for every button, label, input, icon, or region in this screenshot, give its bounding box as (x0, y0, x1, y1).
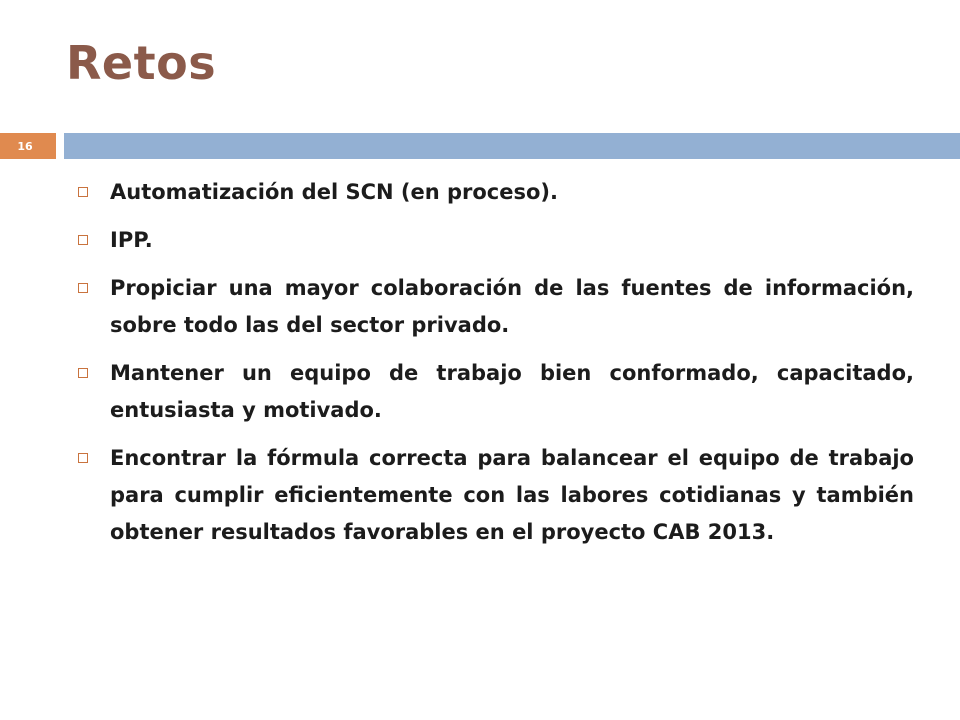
hollow-square-bullet-icon (78, 368, 88, 378)
hollow-square-bullet-icon (78, 453, 88, 463)
hollow-square-bullet-icon (78, 283, 88, 293)
bullet-list (74, 174, 914, 562)
bullet-item (74, 355, 914, 429)
header-bar (64, 133, 960, 159)
bullet-item (74, 270, 914, 344)
page-number: 16 (17, 139, 33, 153)
bullet-item (74, 440, 914, 551)
bullet-item (74, 222, 914, 259)
slide-title: Retos (66, 36, 217, 90)
bullet-text: Encontrar la fórmula correcta para balancear el equipo de trabajo para cumplir eficientemente con las labores cotidianas y también obtener resultados favorables en el proyecto CAB 2013. (110, 446, 914, 544)
bullet-text: Automatización del SCN (en proceso). (110, 180, 559, 204)
bullet-text: Mantener un equipo de trabajo bien conformado, capacitado, entusiasta y motivado. (110, 361, 914, 422)
hollow-square-bullet-icon (78, 187, 88, 197)
hollow-square-bullet-icon (78, 235, 88, 245)
bullet-text: IPP. (110, 228, 153, 252)
bullet-text: Propiciar una mayor colaboración de las fuentes de información, sobre todo las del sector privado. (110, 276, 914, 337)
bullet-item (74, 174, 914, 211)
page-number-badge (0, 133, 56, 159)
